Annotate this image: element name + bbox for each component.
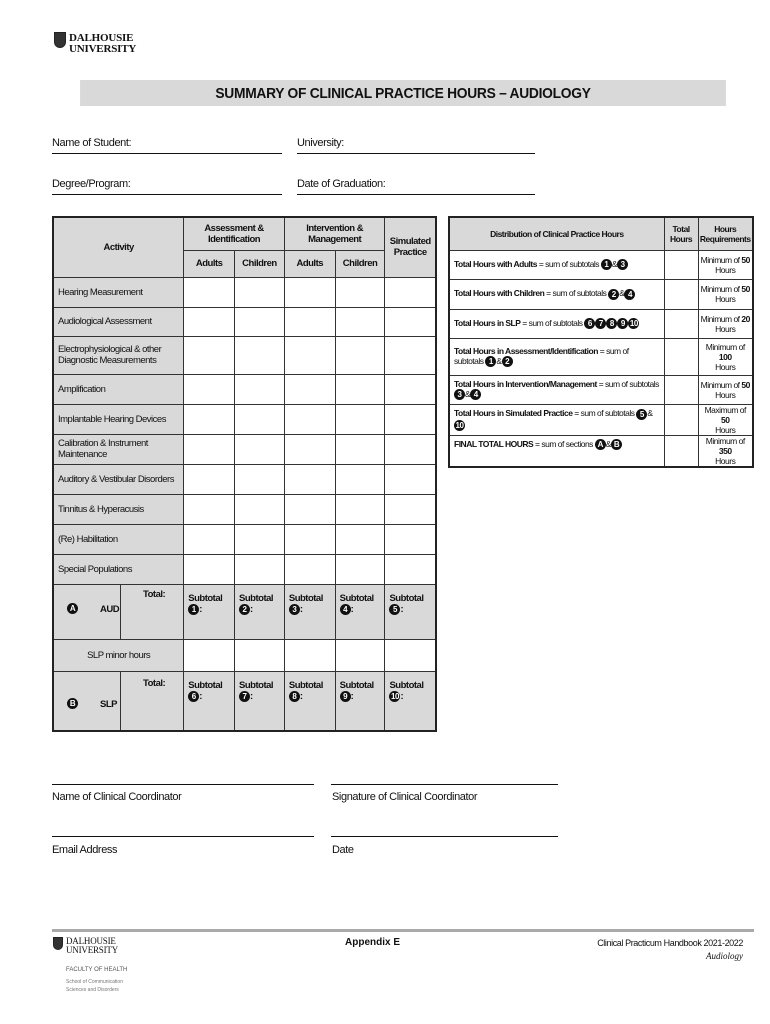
group-intervention-header: Intervention & Management xyxy=(284,217,385,250)
adults-header: Adults xyxy=(284,250,335,277)
row-label: Calibration & Instrument Maintenance xyxy=(53,434,184,464)
requirement-cell: Minimum of 350 Hours xyxy=(698,435,753,467)
hours-cell[interactable] xyxy=(284,494,335,524)
hours-cell[interactable] xyxy=(184,277,235,307)
hours-cell[interactable] xyxy=(284,336,335,374)
total-hours-cell[interactable] xyxy=(664,279,698,309)
degree-label: Degree/Program: xyxy=(52,178,131,190)
hours-cell[interactable] xyxy=(184,434,235,464)
subtotal-cell[interactable]: Subtotal5 : xyxy=(385,584,436,639)
hours-cell[interactable] xyxy=(284,404,335,434)
subtotal-cell[interactable]: Subtotal10 : xyxy=(385,671,436,731)
aud-label: AUD xyxy=(100,603,120,615)
hours-cell[interactable] xyxy=(235,494,285,524)
hours-cell[interactable] xyxy=(184,639,235,671)
footer-rule xyxy=(52,929,754,932)
activity-table xyxy=(52,216,437,732)
hours-cell[interactable] xyxy=(385,554,436,584)
hours-cell[interactable] xyxy=(184,336,235,374)
distribution-row xyxy=(449,309,753,338)
hours-cell[interactable] xyxy=(284,307,335,336)
subtotal-cell[interactable]: Subtotal6 : xyxy=(184,671,235,731)
distribution-row xyxy=(449,404,753,435)
hours-cell[interactable] xyxy=(335,434,385,464)
hours-cell[interactable] xyxy=(385,374,436,404)
email-label: Email Address xyxy=(52,844,118,856)
requirement-cell: Minimum of 20 Hours xyxy=(698,309,753,338)
row-label: Tinnitus & Hyperacusis xyxy=(53,494,184,524)
distribution-row xyxy=(449,375,753,404)
hours-cell[interactable] xyxy=(335,336,385,374)
hours-cell[interactable] xyxy=(335,639,385,671)
requirement-cell: Maximum of 50 Hours xyxy=(698,404,753,435)
distribution-formula: Total Hours in Intervention/Management = sum of subtotals 3 & 4 xyxy=(449,375,664,404)
activity-header: Activity xyxy=(53,217,184,277)
group-assessment-header: Assessment & Identification xyxy=(184,217,285,250)
distribution-formula: Total Hours with Adults = sum of subtotals 1 & 3 xyxy=(449,250,664,279)
hours-cell[interactable] xyxy=(335,494,385,524)
hours-cell[interactable] xyxy=(284,434,335,464)
hours-cell[interactable] xyxy=(385,524,436,554)
footer-logo-text xyxy=(66,937,118,955)
table-row xyxy=(53,374,436,404)
university-line[interactable] xyxy=(297,153,535,154)
requirement-cell: Minimum of 50 Hours xyxy=(698,279,753,309)
hours-cell[interactable] xyxy=(284,639,335,671)
section-a-marker: A xyxy=(67,603,78,614)
distribution-formula: Total Hours with Children = sum of subtotals 2 & 4 xyxy=(449,279,664,309)
table-row xyxy=(53,336,436,374)
hours-cell[interactable] xyxy=(385,404,436,434)
total-hours-cell[interactable] xyxy=(664,338,698,375)
hours-cell[interactable] xyxy=(235,639,285,671)
hours-cell[interactable] xyxy=(335,307,385,336)
table-row xyxy=(53,524,436,554)
hours-cell[interactable] xyxy=(184,404,235,434)
adults-header: Adults xyxy=(184,250,235,277)
hours-cell[interactable] xyxy=(335,404,385,434)
distribution-formula: Total Hours in Assessment/Identification = sum of subtotals 1 & 2 xyxy=(449,338,664,375)
hours-cell[interactable] xyxy=(184,524,235,554)
total-label: Total: xyxy=(143,588,166,600)
table-row xyxy=(53,434,436,464)
subtotal-cell[interactable]: Subtotal3 : xyxy=(284,584,335,639)
handbook-label: Clinical Practicum Handbook 2021-2022 xyxy=(597,938,743,948)
aud-total-row xyxy=(53,584,436,639)
row-label: (Re) Habilitation xyxy=(53,524,184,554)
school-line2: Sciences and Disorders xyxy=(66,987,119,993)
requirements-header: Hours Requirements xyxy=(698,217,753,250)
logo-line2: UNIVERSITY xyxy=(69,43,137,55)
subtotal-cell[interactable]: Subtotal8 : xyxy=(284,671,335,731)
coordinator-name-line[interactable] xyxy=(52,784,314,785)
slp-minor-row xyxy=(53,639,436,671)
hours-cell[interactable] xyxy=(235,374,285,404)
subtotal-cell[interactable]: Subtotal1 : xyxy=(184,584,235,639)
hours-cell[interactable] xyxy=(235,336,285,374)
hours-cell[interactable] xyxy=(335,374,385,404)
hours-cell[interactable] xyxy=(235,524,285,554)
student-name-label: Name of Student: xyxy=(52,137,132,149)
faculty-label: FACULTY OF HEALTH xyxy=(66,967,128,973)
row-label: Hearing Measurement xyxy=(53,277,184,307)
hours-cell[interactable] xyxy=(335,464,385,494)
distribution-row xyxy=(449,435,753,467)
distribution-table xyxy=(448,216,754,468)
simulated-header: Simulated Practice xyxy=(385,217,436,277)
total-hours-header: Total Hours xyxy=(664,217,698,250)
row-label: Amplification xyxy=(53,374,184,404)
hours-cell[interactable] xyxy=(284,277,335,307)
coordinator-signature-line[interactable] xyxy=(331,784,558,785)
coordinator-signature-label: Signature of Clinical Coordinator xyxy=(332,791,478,803)
row-label: Audiological Assessment xyxy=(53,307,184,336)
degree-line[interactable] xyxy=(52,194,282,195)
hours-cell[interactable] xyxy=(235,464,285,494)
page-title: SUMMARY OF CLINICAL PRACTICE HOURS – AUDIOLOGY xyxy=(80,80,726,106)
table-row xyxy=(53,307,436,336)
total-label: Total: xyxy=(143,677,166,689)
distribution-row xyxy=(449,250,753,279)
dalhousie-shield-icon xyxy=(54,32,66,48)
date-line[interactable] xyxy=(331,836,558,837)
school-line1: School of Communication xyxy=(66,979,123,985)
table-row xyxy=(53,404,436,434)
aud-section-cell xyxy=(53,584,184,639)
footer-shield-icon xyxy=(53,937,63,950)
email-line[interactable] xyxy=(52,836,314,837)
total-hours-cell[interactable] xyxy=(664,250,698,279)
program-label: Audiology xyxy=(706,951,743,961)
university-label: University: xyxy=(297,137,344,149)
hours-cell[interactable] xyxy=(385,464,436,494)
table-row xyxy=(53,277,436,307)
hours-cell[interactable] xyxy=(235,554,285,584)
distribution-formula: Total Hours in SLP = sum of subtotals 6 7 8 9 10 xyxy=(449,309,664,338)
header-logo-text xyxy=(69,33,136,55)
hours-cell[interactable] xyxy=(335,524,385,554)
row-label: Electrophysiological & other Diagnostic Measurements xyxy=(53,336,184,374)
distribution-row xyxy=(449,279,753,309)
slp-label: SLP xyxy=(100,698,117,710)
hours-cell[interactable] xyxy=(385,336,436,374)
slp-section-cell xyxy=(53,671,184,731)
graduation-line[interactable] xyxy=(297,194,535,195)
distribution-row xyxy=(449,338,753,375)
subtotal-cell[interactable]: Subtotal4 : xyxy=(335,584,385,639)
hours-cell[interactable] xyxy=(184,494,235,524)
hours-cell[interactable] xyxy=(335,554,385,584)
hours-cell[interactable] xyxy=(284,464,335,494)
hours-cell[interactable] xyxy=(235,404,285,434)
hours-cell[interactable] xyxy=(284,524,335,554)
total-hours-cell[interactable] xyxy=(664,309,698,338)
row-label: Special Populations xyxy=(53,554,184,584)
slp-total-row xyxy=(53,671,436,731)
table-row xyxy=(53,554,436,584)
total-hours-cell[interactable] xyxy=(664,435,698,467)
hours-cell[interactable] xyxy=(385,307,436,336)
slp-minor-label: SLP minor hours xyxy=(53,639,184,671)
student-name-line[interactable] xyxy=(52,153,282,154)
hours-cell[interactable] xyxy=(385,639,436,671)
hours-cell[interactable] xyxy=(385,277,436,307)
subtotal-cell[interactable]: Subtotal7 : xyxy=(235,671,285,731)
hours-cell[interactable] xyxy=(385,434,436,464)
hours-cell[interactable] xyxy=(184,374,235,404)
coordinator-name-label: Name of Clinical Coordinator xyxy=(52,791,182,803)
row-label: Implantable Hearing Devices xyxy=(53,404,184,434)
total-hours-cell[interactable] xyxy=(664,375,698,404)
row-label: Auditory & Vestibular Disorders xyxy=(53,464,184,494)
footer-logo-line2: UNIVERSITY xyxy=(66,945,118,955)
aud-divider xyxy=(120,585,121,639)
hours-cell[interactable] xyxy=(235,277,285,307)
hours-cell[interactable] xyxy=(235,307,285,336)
hours-cell[interactable] xyxy=(335,277,385,307)
children-header: Children xyxy=(235,250,285,277)
distribution-formula: FINAL TOTAL HOURS = sum of sections A & B xyxy=(449,435,664,467)
hours-cell[interactable] xyxy=(235,434,285,464)
date-label: Date xyxy=(332,844,354,856)
total-hours-cell[interactable] xyxy=(664,404,698,435)
appendix-label: Appendix E xyxy=(345,937,401,948)
children-header: Children xyxy=(335,250,385,277)
distribution-formula: Total Hours in Simulated Practice = sum of subtotals 5 &10 xyxy=(449,404,664,435)
requirement-cell: Minimum of 50 Hours xyxy=(698,250,753,279)
hours-cell[interactable] xyxy=(385,494,436,524)
hours-cell[interactable] xyxy=(184,554,235,584)
section-b-marker: B xyxy=(67,698,78,709)
hours-cell[interactable] xyxy=(284,554,335,584)
slp-divider xyxy=(120,672,121,730)
requirement-cell: Minimum of 50 Hours xyxy=(698,375,753,404)
graduation-label: Date of Graduation: xyxy=(297,178,386,190)
subtotal-cell[interactable]: Subtotal2 : xyxy=(235,584,285,639)
logo-line1: DALHOUSIE xyxy=(69,32,134,44)
hours-cell[interactable] xyxy=(184,307,235,336)
table-row xyxy=(53,494,436,524)
distribution-header: Distribution of Clinical Practice Hours xyxy=(449,217,664,250)
hours-cell[interactable] xyxy=(284,374,335,404)
requirement-cell: Minimum of 100 Hours xyxy=(698,338,753,375)
hours-cell[interactable] xyxy=(184,464,235,494)
subtotal-cell[interactable]: Subtotal9 : xyxy=(335,671,385,731)
table-row xyxy=(53,464,436,494)
footer-logo-line1: DALHOUSIE xyxy=(66,936,116,946)
